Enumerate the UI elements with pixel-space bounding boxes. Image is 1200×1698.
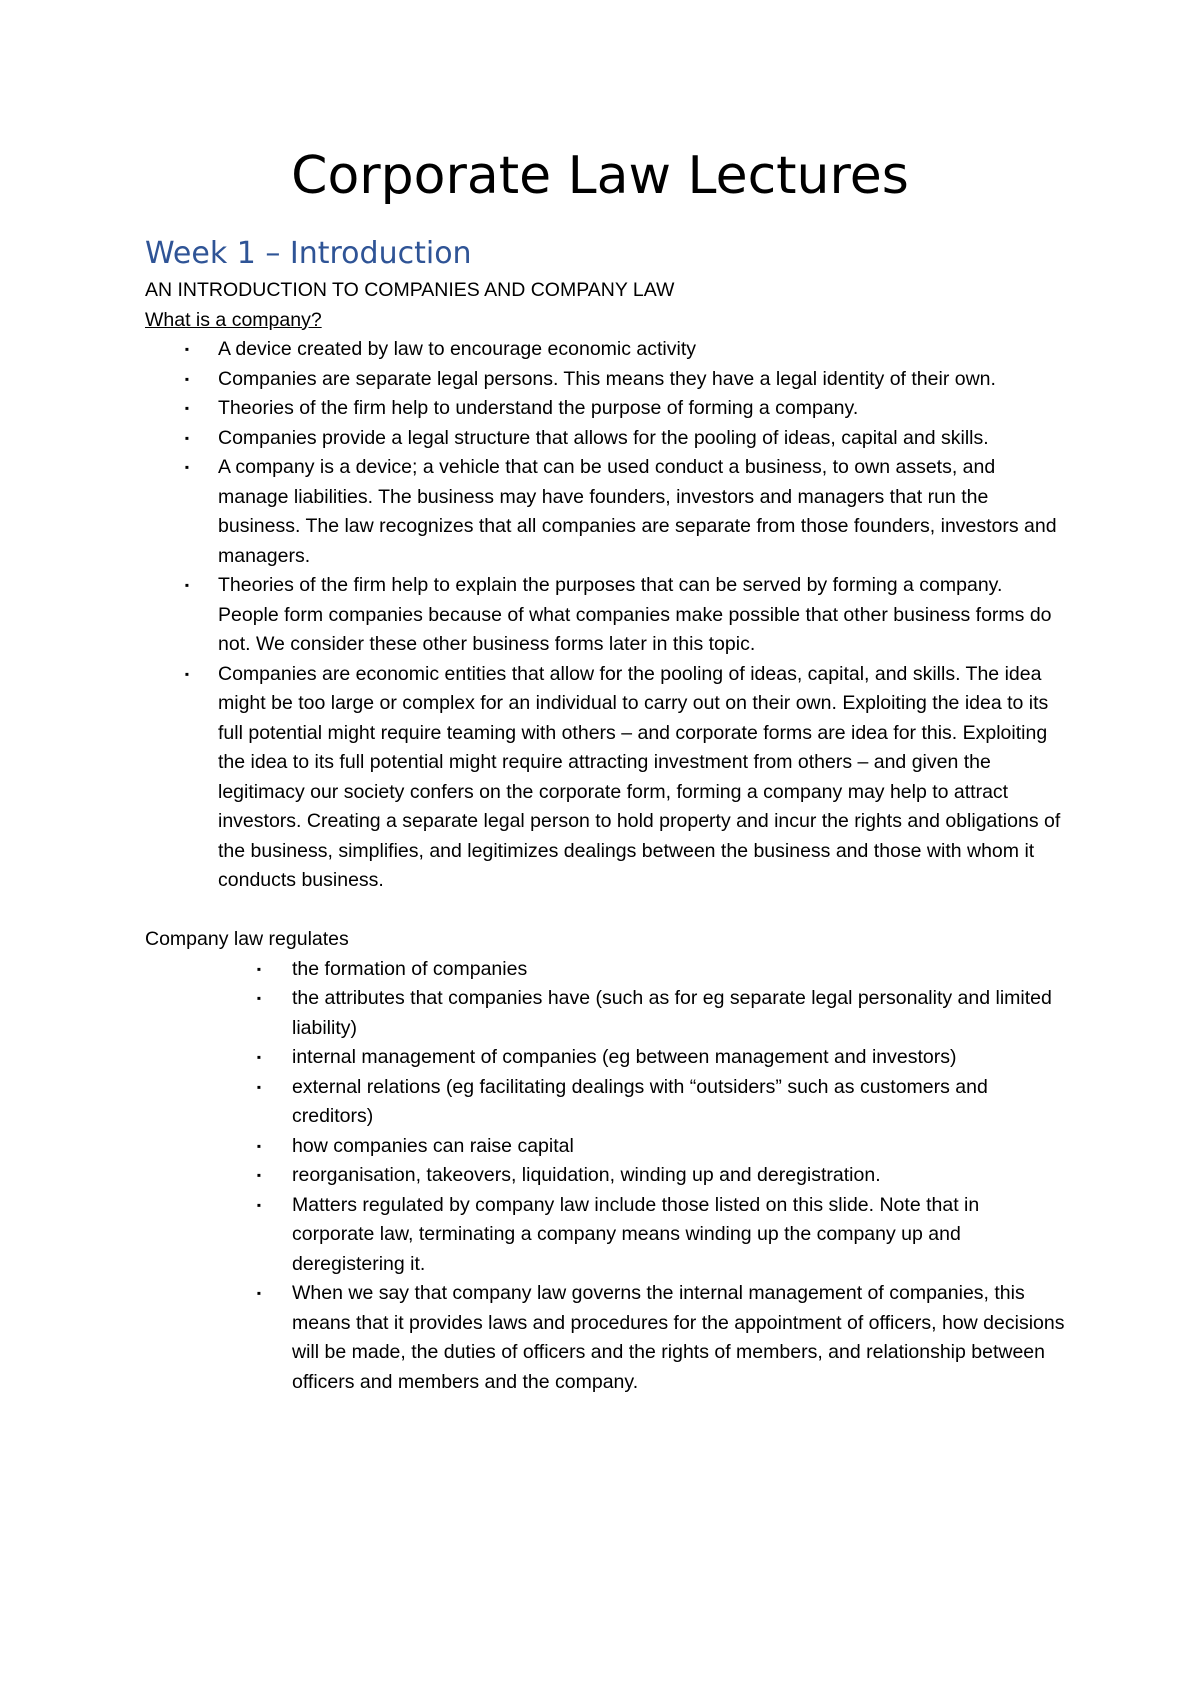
bullet-icon: ▪	[256, 991, 262, 1005]
list-item-text: the attributes that companies have (such as for eg separate legal personality and limited liability)	[292, 987, 1052, 1039]
list-item-text: A device created by law to encourage economic activity	[218, 338, 697, 360]
list-item	[145, 365, 1065, 395]
list-item	[145, 955, 1065, 985]
bullet-icon: ▪	[256, 961, 262, 976]
list-item	[145, 424, 1065, 454]
list-item-text: Companies are separate legal persons. This means they have a legal identity of their own.	[218, 367, 996, 390]
paragraph-spacer	[145, 896, 1065, 926]
list-item-text: Matters regulated by company law include those listed on this slide. Note that in corporate law, terminating a company means winding up the company up and deregistering it.	[292, 1193, 980, 1275]
list-item	[145, 660, 1065, 896]
list-item-text: A company is a device; a vehicle that can be used conduct a business, to own assets, and manage liabilities. The business may have founders, investors and managers that run the business. The law recognizes that all companies are separate from those founders, investors and managers.	[218, 456, 1057, 567]
list-item-text: the formation of companies	[292, 957, 528, 980]
list-item	[145, 1132, 1065, 1162]
document-body	[145, 232, 1065, 1397]
bullet-icon: ▪	[256, 1168, 262, 1182]
bullet-icon: ▪	[256, 1286, 262, 1300]
list-item-text: how companies can raise capital	[292, 1134, 574, 1157]
list-item-text: Theories of the firm help to understand the purpose of forming a company.	[218, 397, 859, 419]
list-item	[145, 1043, 1065, 1073]
list-item	[145, 1191, 1065, 1280]
list-item-text: Companies are economic entities that allow for the pooling of ideas, capital, and skills. The idea might be too large or complex for an individual to carry out on their own. Exploiting the idea to its full potential might require teaming with others – and corporate forms are idea for this. Exploiting the idea to its full potential might require attracting investment from others – and given the legitimacy our society confers on the corporate form, forming a company may help to attract investors. Creating a separate legal person to hold property and incur the rights and obligations of the business, simplifies, and legitimizes dealings between the business and those with whom it conducts business.	[218, 662, 1061, 891]
list-item-text: Theories of the firm help to explain the purposes that can be served by forming a company. People form companies because of what companies make possible that other business forms do not. We consider these other business forms later in this topic.	[218, 574, 1052, 655]
bullet-icon: ▪	[184, 460, 190, 474]
bullet-icon: ▪	[184, 430, 190, 445]
list-item-text: internal management of companies (eg between management and investors)	[292, 1046, 957, 1068]
list-item-text: When we say that company law governs the internal management of companies, this means that it provides laws and procedures for the appointment of officers, how decisions will be made, the duties of officers and the rights of members, and relationship between officers and members and the company.	[292, 1282, 1065, 1393]
bullet-icon: ▪	[184, 342, 190, 356]
regulates-intro: Company law regulates	[145, 928, 349, 950]
bullet-icon: ▪	[184, 578, 190, 592]
list-item-text: Companies provide a legal structure that allows for the pooling of ideas, capital and skills.	[218, 426, 989, 449]
list-item	[145, 984, 1065, 1043]
subheading-what-is-a-company: What is a company?	[145, 308, 322, 331]
bullet-icon: ▪	[256, 1138, 262, 1153]
list-item	[145, 1073, 1065, 1132]
list-item-text: reorganisation, takeovers, liquidation, winding up and deregistration.	[292, 1164, 881, 1186]
bullet-icon: ▪	[256, 1079, 262, 1094]
list-item-text: external relations (eg facilitating dealings with “outsiders” such as customers and creditors)	[292, 1075, 988, 1127]
document-title: Corporate Law Lectures	[291, 146, 909, 206]
list-item	[145, 394, 1065, 424]
bullet-icon: ▪	[184, 371, 190, 386]
company-bullet-list	[145, 335, 1065, 896]
list-item	[145, 453, 1065, 571]
week-heading: Week 1 – Introduction	[145, 236, 472, 271]
list-item	[145, 335, 1065, 365]
bullet-icon: ▪	[184, 666, 190, 681]
list-item	[145, 1161, 1065, 1191]
bullet-icon: ▪	[256, 1050, 262, 1064]
list-item	[145, 571, 1065, 660]
bullet-icon: ▪	[184, 401, 190, 415]
bullet-icon: ▪	[256, 1197, 262, 1212]
regulates-bullet-list	[145, 955, 1065, 1398]
section-heading: AN INTRODUCTION TO COMPANIES AND COMPANY LAW	[145, 279, 675, 301]
list-item	[145, 1279, 1065, 1397]
